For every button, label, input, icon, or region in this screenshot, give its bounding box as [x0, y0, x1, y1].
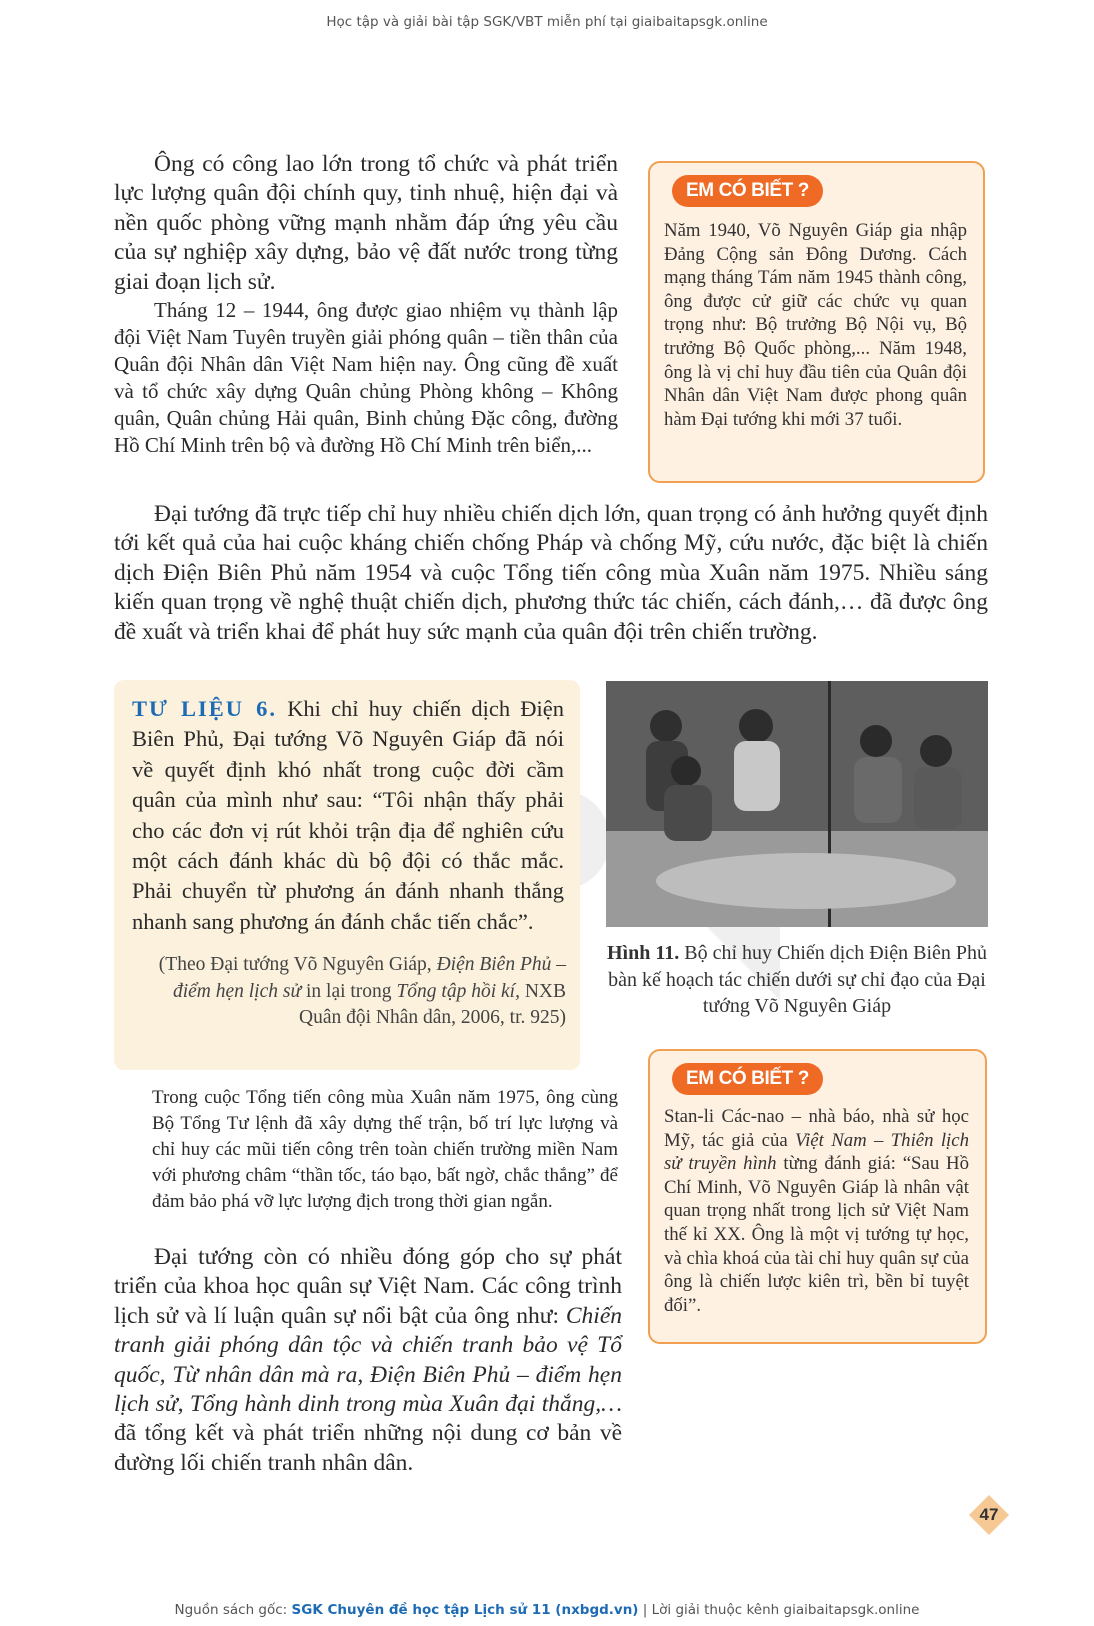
did-you-know-box-1	[648, 161, 985, 483]
paragraph-military-science	[114, 1243, 622, 1478]
photo-illustration	[606, 681, 988, 927]
footer-prefix: Nguồn sách gốc:	[174, 1602, 292, 1618]
footer-suffix: | Lời giải thuộc kênh giaibaitapsgk.online	[638, 1602, 920, 1618]
figure-11-caption	[606, 940, 988, 1020]
know-2-book-title: Việt Nam – Thiên lịch sử truyền hình	[664, 1129, 970, 1175]
paragraph-army-building: Ông có công lao lớn trong tổ chức và phát triển lực lượng quân đội chính quy, tinh nhuệ, hiện đại và nền quốc phòng vững mạnh nhằm đáp ứng yêu cầu của sự nghiệp xây dựng, bảo vệ đất nước trong từng giai đoạn lịch sử.	[114, 151, 618, 295]
did-you-know-text: Năm 1940, Võ Nguyên Giáp gia nhập Đảng Cộng sản Đông Dương. Cách mạng tháng Tám năm 1945 thành công, ông được cử giữ các chức vụ quan trọng như: Bộ trưởng Bộ Nội vụ, Bộ trưởng Bộ Quốc phòng,... Năm 1948, ông là vị chỉ huy đầu tiên của Quân đội Nhân dân Việt Nam được phong quân hàm Đại tướng khi mới 37 tuổi.	[664, 220, 967, 430]
paragraph-1975-offensive: Trong cuộc Tổng tiến công mùa Xuân năm 1975, ông cùng Bộ Tổng Tư lệnh đã xây dựng thế trận, bố trí lực lượng và chỉ huy các mũi tiến công trên toàn chiến trường miền Nam với phương châm “thần tốc, táo bạo, bất ngờ, chắc thắng” để đảm bảo phá vỡ lực lượng địch trong thời gian ngắn.	[152, 1087, 618, 1212]
did-you-know-badge: EM CÓ BIẾT ?	[672, 175, 823, 207]
document-6-box	[114, 680, 580, 1070]
source-mid: in lại trong	[301, 980, 397, 1002]
know-2-quote: từng đánh giá: “Sau Hồ Chí Minh, Võ Nguyên Giáp là nhân vật quan trọng nhất trong lịch sử Việt Nam thế kỉ XX. Ông là một vị tướng tự học, và chìa khoá của tài chỉ huy quân sự của ông là chiến lược kiên trì, bền bỉ tuyệt đối”.	[664, 1153, 969, 1316]
know-2-lead: Stan-li Các-nao – nhà báo, nhà sử học Mỹ, tác giả của	[664, 1106, 969, 1151]
page-number-text: 47	[979, 1505, 999, 1524]
figure-11-text: Bộ chỉ huy Chiến dịch Điện Biên Phủ bàn kế hoạch tác chiến dưới sự chỉ đạo của Đại tướng Võ Nguyên Giáp	[608, 942, 988, 1017]
document-6-source	[146, 952, 566, 1032]
military-science-lead: Đại tướng còn có nhiều đóng góp cho sự phát triển của khoa học quân sự Việt Nam. Các công trình lịch sử và lí luận quân sự nổi bật của ông như:	[114, 1244, 622, 1329]
document-6-text	[132, 694, 564, 937]
military-science-tail: đã tổng kết và phát triển những nội dung cơ bản về đường lối chiến tranh nhân dân.	[114, 1420, 622, 1476]
source-lead: (Theo Đại tướng Võ Nguyên Giáp,	[158, 954, 437, 975]
document-6-quote: Khi chỉ huy chiến dịch Điện Biên Phủ, Đại tướng Võ Nguyên Giáp đã nói về quyết định khó nhất trong cuộc đời cầm quân của mình như sau: “Tôi nhận thấy phải cho các đơn vị rút khỏi trận địa để nghiên cứu một cách đánh khác dù bộ đội có thắc mắc. Phải chuyển từ phương án đánh nhanh thắng nhanh sang phương án đánh chắc tiến chắc”.	[132, 696, 564, 934]
paragraph-campaigns: Đại tướng đã trực tiếp chỉ huy nhiều chiến dịch lớn, quan trọng có ảnh hưởng quyết định tới kết quả của hai cuộc kháng chiến chống Pháp và chống Mỹ, cứu nước, đặc biệt là chiến dịch Điện Biên Phủ năm 1954 và cuộc Tổng tiến công mùa Xuân năm 1975. Nhiều sáng kiến quan trọng về nghệ thuật chiến dịch, phương thức tác chiến, cách đánh,… đã được ông đề xuất và triển khai để phát huy sức mạnh của quân đội trên chiến trường.	[114, 501, 988, 645]
page-number	[968, 1494, 1010, 1536]
footer-source	[0, 1602, 1094, 1618]
military-works-titles: Chiến tranh giải phóng dân tộc và chiến tranh bảo vệ Tổ quốc, Từ nhân dân mà ra, Điện Biên Phủ – điểm hẹn lịch sử, Tổng hành dinh trong mùa Xuân đại thắng,…	[114, 1302, 622, 1418]
document-6-label: TƯ LIỆU 6.	[132, 696, 278, 721]
paragraph-founding-units: Tháng 12 – 1944, ông được giao nhiệm vụ thành lập đội Việt Nam Tuyên truyền giải phóng quân – tiền thân của Quân đội Nhân dân Việt Nam hiện nay. Ông cũng đề xuất và tổ chức xây dựng Quân chủng Phòng không – Không quân, Quân chủng Hải quân, Binh chủng Đặc công, đường Hồ Chí Minh trên bộ và đường Hồ Chí Minh trên biển,...	[114, 298, 618, 457]
footer-book-link[interactable]: SGK Chuyên đề học tập Lịch sử 11 (nxbgd.vn)	[291, 1602, 639, 1618]
figure-11-label: Hình 11.	[606, 942, 680, 964]
historical-photo	[606, 681, 988, 927]
source-book-title-2: Tổng tập hồi kí,	[396, 980, 520, 1002]
did-you-know-box-2	[648, 1049, 987, 1344]
top-source-note: Học tập và giải bài tập SGK/VBT miễn phí tại giaibaitapsgk.online	[326, 14, 768, 30]
did-you-know-badge-2: EM CÓ BIẾT ?	[672, 1063, 823, 1095]
source-book-title: Điện Biên Phủ – điểm hẹn lịch sử	[172, 954, 566, 1002]
did-you-know-text-2	[664, 1105, 969, 1317]
source-tail: NXB Quân đội Nhân dân, 2006, tr. 925)	[298, 980, 566, 1028]
